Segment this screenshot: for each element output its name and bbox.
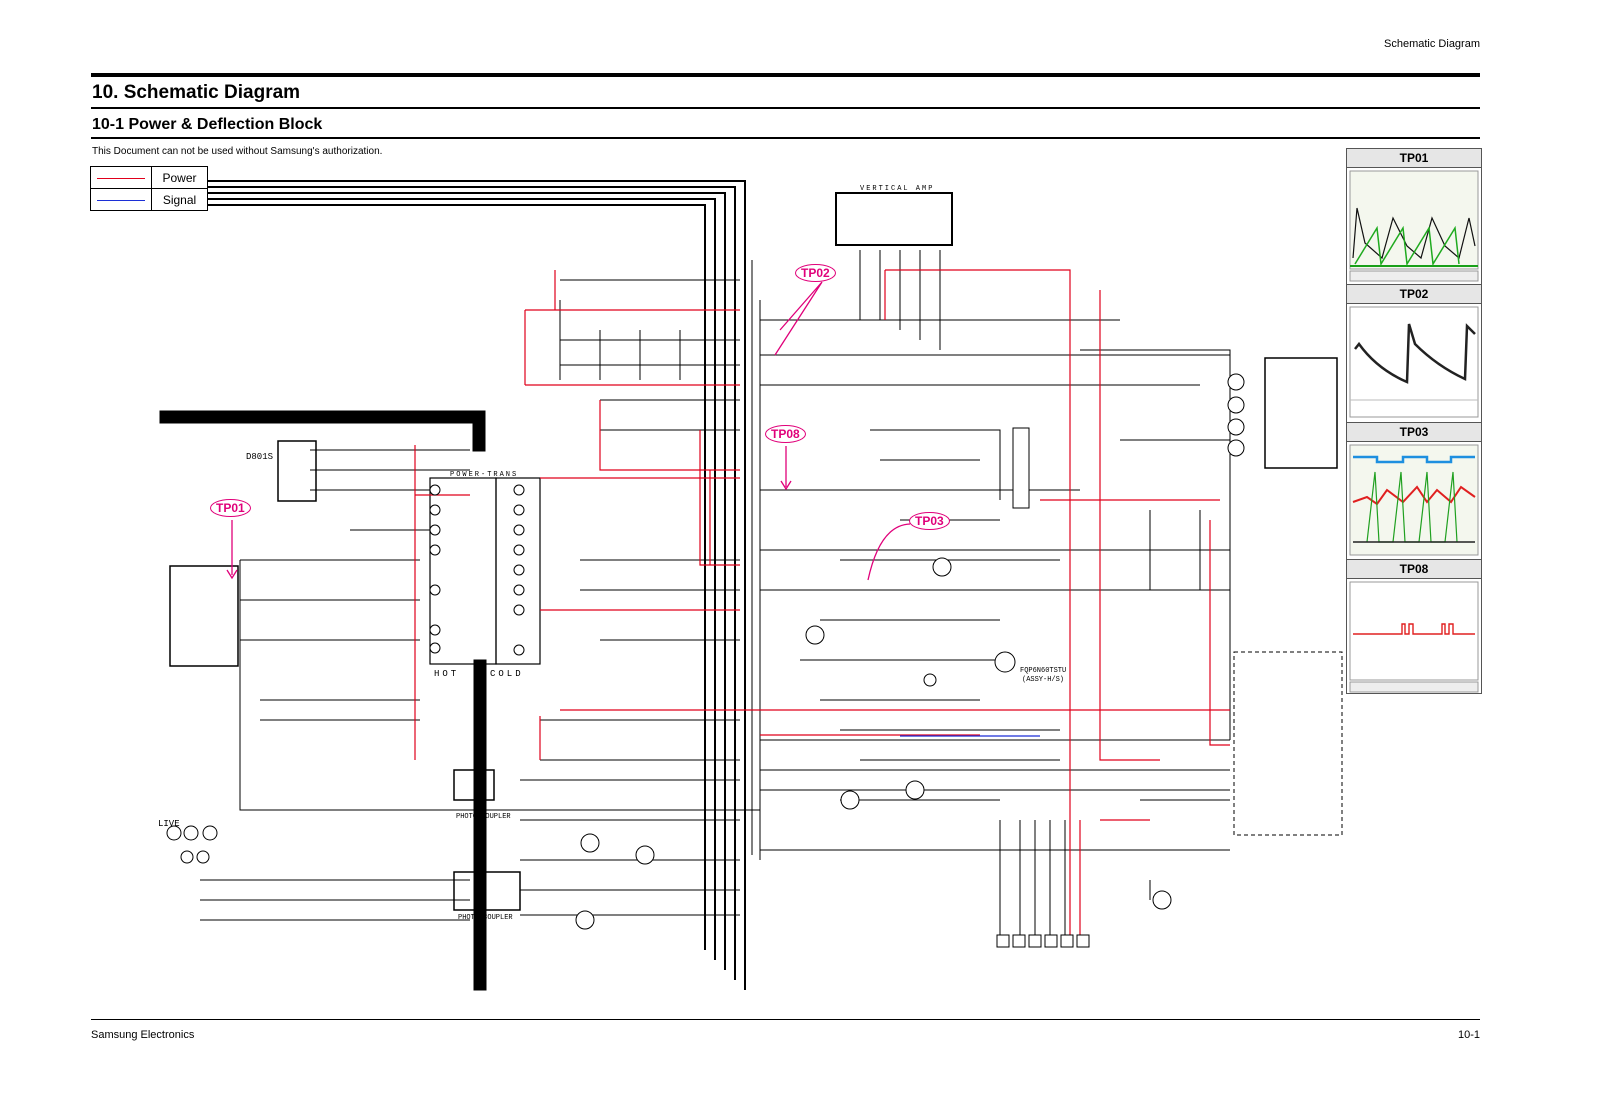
tp08-title: TP08 (1347, 560, 1481, 579)
footer-page-number: 10-1 (1457, 1029, 1480, 1041)
label-d801s: D801S (246, 452, 274, 462)
tp02-title: TP02 (1347, 285, 1481, 304)
tp02-panel (1346, 284, 1482, 423)
tp08-panel (1346, 559, 1482, 694)
tp03-waveform (1347, 442, 1481, 560)
footer-rule (91, 1019, 1480, 1020)
tp01-title: TP01 (1347, 149, 1481, 168)
chapter-title: 10. Schematic Diagram (92, 82, 301, 103)
tp03-marker: TP03 (909, 512, 950, 530)
label-fqp: FQP6N60TSTU (1020, 667, 1067, 675)
label-assy: (ASSY-H/S) (1022, 676, 1065, 684)
legend-label-power: Power (152, 167, 208, 189)
tp02-waveform (1347, 304, 1481, 422)
tp08-waveform (1347, 579, 1481, 693)
block-title: 10-1 Power & Deflection Block (92, 116, 323, 133)
tp03-title: TP03 (1347, 423, 1481, 442)
tp01-waveform (1347, 168, 1481, 284)
header-section: Schematic Diagram (1384, 38, 1480, 50)
tp03-panel (1346, 422, 1482, 561)
label-live: LIVE (158, 819, 180, 829)
label-power-trans: POWER-TRANS (450, 471, 519, 479)
legend-label-signal: Signal (152, 189, 208, 211)
label-hot: HOT (434, 669, 460, 679)
label-vertical-amp: VERTICAL AMP (860, 185, 935, 193)
tp02-marker: TP02 (795, 264, 836, 282)
label-photo-coupler-2: PHOTO-COUPLER (458, 914, 513, 922)
authorization-notice: This Document can not be used without Samsung's authorization. (92, 146, 383, 157)
tp01-marker: TP01 (210, 499, 251, 517)
tp01-panel (1346, 148, 1482, 285)
label-cold: COLD (490, 669, 524, 679)
tp08-marker: TP08 (765, 425, 806, 443)
footer-company: Samsung Electronics (91, 1029, 195, 1041)
label-photo-coupler-1: PHOTO-COUPLER (456, 813, 511, 821)
